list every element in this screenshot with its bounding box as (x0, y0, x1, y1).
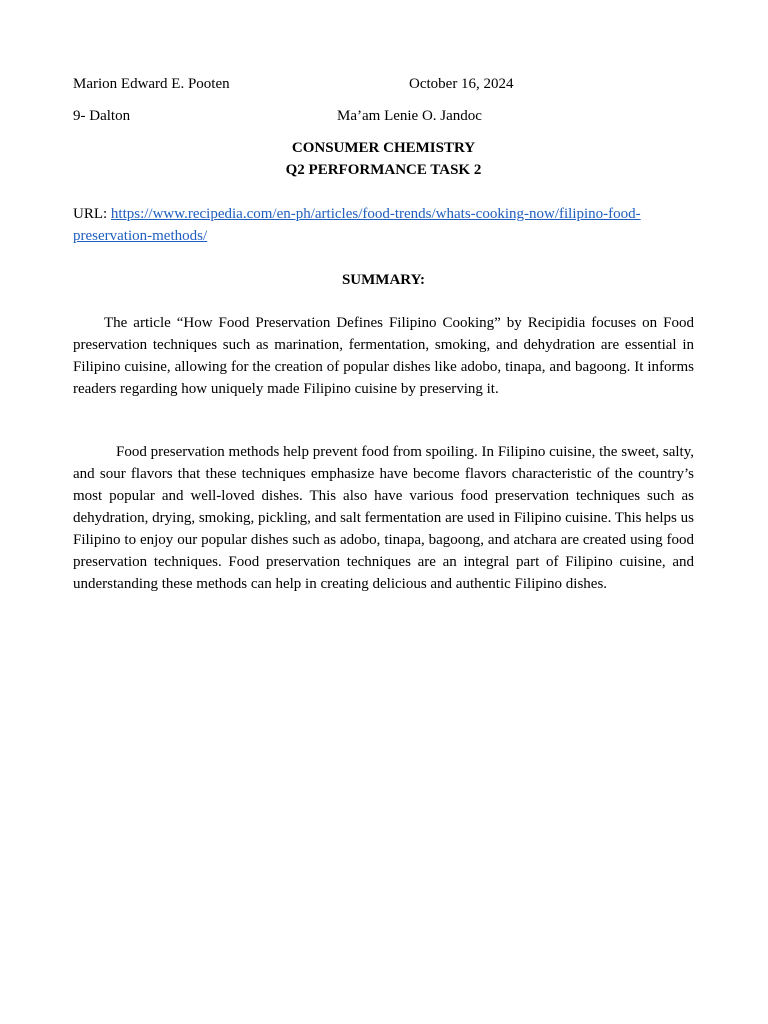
url-label: URL: (73, 206, 111, 222)
summary-paragraph-2: Food preservation methods help prevent food from spoiling. In Filipino cuisine, the sweet, salty, and sour flavors that these techniques emphasize have become flavors characteristic of the country’s most popular and well-loved dishes. This also have various food preservation techniques such as dehydration, drying, smoking, pickling, and salt fermentation are used in Filipino cuisine. This helps us Filipino to enjoy our popular dishes such as adobo, tinapa, bagoong, and atchara are created using food preservation techniques. Food preservation techniques are an integral part of Filipino cuisine, and understanding these methods can help in creating delicious and authentic Filipino dishes. (73, 444, 694, 592)
summary-paragraph-1: The article “How Food Preservation Defines Filipino Cooking” by Recipidia focuses on Food preservation techniques such as marination, fermentation, smoking, and dehydration are essential in Filipino cuisine, allowing for the creation of popular dishes like adobo, tinapa, and bagoong. It informs readers regarding how uniquely made Filipino cuisine by preserving it. (73, 315, 694, 397)
subject-title: CONSUMER CHEMISTRY (291, 140, 476, 156)
url-line (73, 203, 694, 247)
task-title: Q2 PERFORMANCE TASK 2 (285, 162, 482, 178)
section: 9- Dalton (73, 108, 131, 124)
teacher-name: Ma’am Lenie O. Jandoc (337, 108, 482, 124)
source-link[interactable]: https://www.recipedia.com/en-ph/articles/food-trends/whats-cooking-now/filipino-food-preservation-methods/ (73, 206, 641, 244)
student-name: Marion Edward E. Pooten (73, 76, 230, 92)
date: October 16, 2024 (409, 76, 514, 92)
summary-heading: SUMMARY: (341, 272, 426, 288)
